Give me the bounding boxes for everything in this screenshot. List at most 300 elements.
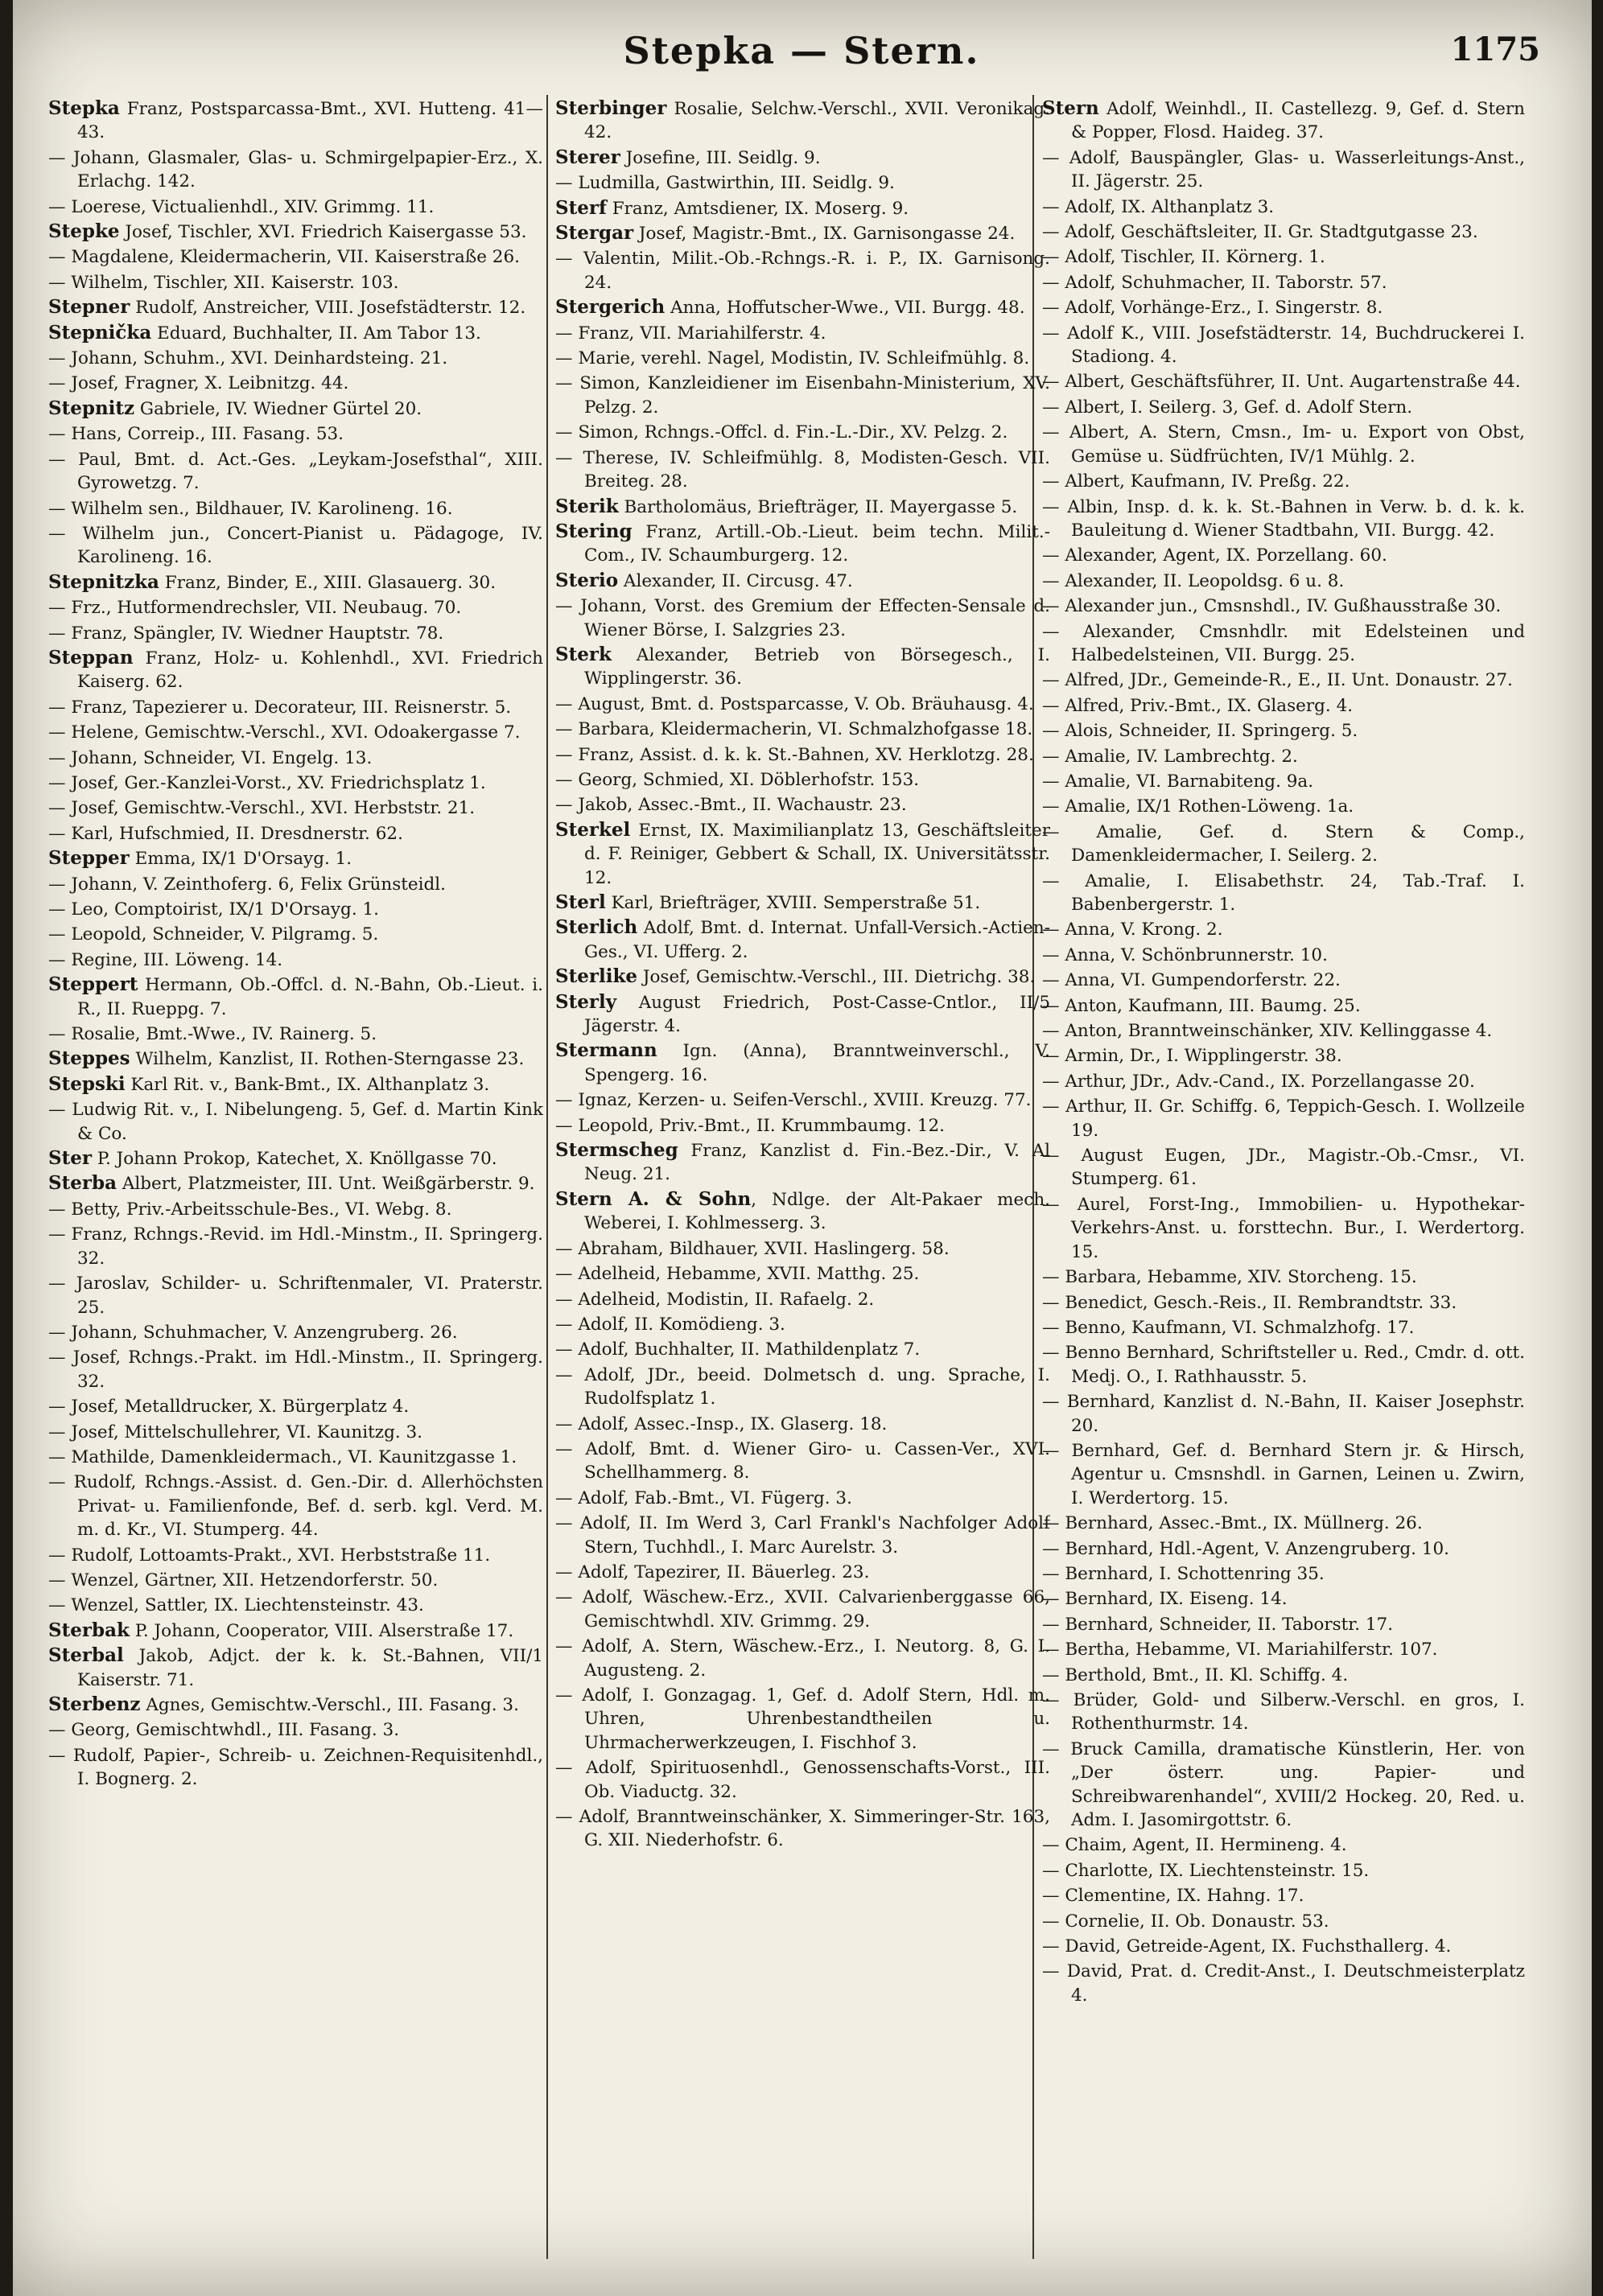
entry-text: — Cornelie, II. Ob. Donaustr. 53. [1042, 1911, 1329, 1932]
directory-entry [1042, 1663, 1525, 1687]
entry-text: Hermann, Ob.-Offcl. d. N.-Bahn, Ob.-Lieut. i. R., II. Rueppg. 7. [77, 975, 543, 1019]
entry-text: — Bruck Camilla, dramatische Künstlerin, Her. von „Der österr. ung. Papier- und Schreibwarenhandel“, XVIII/2 Hockeg. 20, Red. u. Adm. I. Jasomirgottstr. 6. [1042, 1738, 1525, 1831]
entry-text: — Franz, Spängler, IV. Wiedner Hauptstr. 78. [48, 623, 444, 644]
directory-entry [48, 1320, 543, 1344]
entry-surname: Stepka [48, 97, 120, 119]
entry-text: — Rudolf, Rchngs.-Assist. d. Gen.-Dir. d. Allerhöchsten Privat- u. Familienfonde, Bef. d. serb. kgl. Verd. M. m. d. Kr., VI. Stumperg. 44. [48, 1472, 543, 1541]
entry-text: — Leopold, Priv.-Bmt., II. Krummbaumg. 12. [555, 1115, 945, 1136]
directory-entry [48, 595, 543, 619]
directory-entry [555, 818, 1050, 890]
directory-entry [1042, 794, 1525, 818]
directory-entry [48, 1543, 543, 1567]
entry-text: Franz, Kanzlist d. Fin.-Bez.-Dir., V. Al Neug. 21. [584, 1141, 1050, 1185]
directory-entry [1042, 1637, 1525, 1661]
directory-entry [555, 446, 1050, 494]
directory-entry [48, 97, 543, 145]
entry-text: — Jakob, Assec.-Bmt., II. Wachaustr. 23. [555, 795, 907, 816]
entry-text: — Adolf, Geschäftsleiter, II. Gr. Stadtgutgasse 23. [1042, 222, 1478, 243]
directory-entry [48, 720, 543, 744]
directory-entry [555, 371, 1050, 419]
entry-text: — Arthur, JDr., Adv.-Cand., IX. Porzellangasse 20. [1042, 1071, 1475, 1092]
entry-text: — Anton, Branntweinschänker, XIV. Kellinggasse 4. [1042, 1021, 1493, 1042]
page-edge-left [0, 0, 13, 2296]
entry-text: — Adolf, Wäschew.-Erz., XVII. Calvarienberggasse 66, Gemischtwhdl. XIV. Grimmg. 29. [555, 1587, 1050, 1631]
directory-entry [48, 1644, 543, 1692]
entry-text: — Alexander, II. Leopoldsg. 6 u. 8. [1042, 570, 1345, 591]
entry-text: — Alfred, JDr., Gemeinde-R., E., II. Unt. Donaustr. 27. [1042, 670, 1513, 691]
entry-text: — August, Bmt. d. Postsparcasse, V. Ob. Bräuhausg. 4. [555, 693, 1034, 714]
directory-entry [48, 796, 543, 820]
directory-entry [1042, 1315, 1525, 1339]
entry-surname: Stergar [555, 222, 634, 245]
directory-entry [555, 246, 1050, 294]
entry-surname: Ster [48, 1147, 92, 1170]
directory-entry [48, 897, 543, 921]
entry-text: — Ignaz, Kerzen- u. Seifen-Verschl., XVIII. Kreuzg. 77. [555, 1090, 1032, 1111]
directory-entry [555, 692, 1050, 716]
entry-text: — Anton, Kaufmann, III. Baumg. 25. [1042, 995, 1361, 1016]
directory-entry [48, 220, 543, 244]
directory-entry [48, 973, 543, 1021]
directory-entry [48, 321, 543, 345]
entry-text: — Adelheid, Modistin, II. Rafaelg. 2. [555, 1289, 875, 1310]
entry-text: Franz, Holz- u. Kohlenhdl., XVI. Friedrich Kaiserg. 62. [77, 648, 543, 693]
entry-text: Josefine, III. Seidlg. 9. [620, 147, 821, 168]
entry-text: — Simon, Kanzleidiener im Eisenbahn-Ministerium, XV. Pelzg. 2. [555, 373, 1050, 418]
entry-text: — Charlotte, IX. Liechtensteinstr. 15. [1042, 1860, 1370, 1881]
entry-text: — Chaim, Agent, II. Hermineng. 4. [1042, 1835, 1347, 1856]
directory-entry [1042, 917, 1525, 941]
entry-text: Emma, IX/1 D'Orsayg. 1. [129, 849, 352, 870]
entry-text: Adolf, Weinhdl., II. Castellezg. 9, Gef. d. Stern & Popper, Flosd. Haideg. 37. [1071, 99, 1525, 143]
directory-entry [555, 1138, 1050, 1187]
entry-text: — Helene, Gemischtw.-Verschl., XVI. Odoakergasse 7. [48, 722, 521, 743]
directory-entry [48, 270, 543, 294]
entry-text: Ernst, IX. Maximilianplatz 13, Geschäftsleiter d. F. Reiniger, Gebbert & Schall, IX. Universitätsstr. 12. [584, 820, 1050, 888]
entry-text: — Alois, Schneider, II. Springerg. 5. [1042, 721, 1358, 742]
directory-entry [48, 1445, 543, 1469]
directory-entry [555, 1412, 1050, 1436]
directory-entry [1042, 619, 1525, 668]
entry-text: — Amalie, Gef. d. Stern & Comp., Damenkleidermacher, I. Seilerg. 2. [1042, 821, 1525, 866]
directory-entry [555, 321, 1050, 345]
entry-text: — Karl, Hufschmied, II. Dresdnerstr. 62. [48, 823, 403, 844]
directory-entry [555, 717, 1050, 741]
entry-text: — Josef, Ger.-Kanzlei-Vorst., XV. Friedrichsplatz 1. [48, 772, 486, 793]
entry-text: Karl, Briefträger, XVIII. Semperstraße 51. [605, 893, 981, 913]
directory-entry [48, 1171, 543, 1195]
entry-text: — Adolf, JDr., beeid. Dolmetsch d. ung. Sprache, I. Rudolfsplatz 1. [555, 1364, 1050, 1409]
entry-text: Wilhelm, Kanzlist, II. Rothen-Sterngasse 23. [130, 1049, 525, 1070]
directory-entry [1042, 1909, 1525, 1933]
entry-text: Franz, Amtsdiener, IX. Moserg. 9. [606, 198, 909, 219]
entry-surname: Sterlich [555, 916, 638, 939]
directory-entry [1042, 994, 1525, 1018]
entry-surname: Stepski [48, 1072, 126, 1095]
entry-text: — Barbara, Kleidermacherin, VI. Schmalzhofgasse 18. [555, 719, 1033, 740]
directory-entry [1042, 295, 1525, 319]
directory-entry [48, 422, 543, 446]
directory-column-3 [1042, 97, 1525, 2261]
entry-surname: Stergerich [555, 296, 666, 319]
entry-text: — Jaroslav, Schilder- u. Schriftenmaler, VI. Praterstr. 25. [48, 1273, 543, 1318]
entry-text: — Ludwig Rit. v., I. Nibelungeng. 5, Gef. d. Martin Kink & Co. [48, 1100, 543, 1144]
directory-entry [1042, 1069, 1525, 1093]
entry-surname: Stepke [48, 220, 120, 243]
entry-text: — Marie, verehl. Nagel, Modistin, IV. Schleifmühlg. 8. [555, 348, 1030, 369]
entry-surname: Sterf [555, 196, 607, 219]
directory-entry [555, 520, 1050, 568]
directory-entry [555, 1187, 1050, 1236]
directory-entry [48, 521, 543, 570]
entry-text: Adolf, Bmt. d. Internat. Unfall-Versich.-Actien-Ges., VI. Ufferg. 2. [584, 918, 1050, 962]
entry-surname: Sterkel [555, 818, 631, 841]
entry-text: Franz, Binder, E., XIII. Glasauerg. 30. [159, 572, 497, 593]
entry-text: — Wilhelm, Tischler, XII. Kaiserstr. 103. [48, 272, 399, 293]
directory-entry [555, 1486, 1050, 1510]
entry-text: — Bernhard, I. Schottenring 35. [1042, 1563, 1325, 1584]
directory-entry [48, 1693, 543, 1717]
entry-text: — Alexander jun., Cmsnshdl., IV. Gußhausstraße 30. [1042, 596, 1502, 617]
entry-text: — Franz, Rchngs.-Revid. im Hdl.-Minstm., II. Springerg. 32. [48, 1224, 543, 1269]
entry-text: Josef, Gemischtw.-Verschl., III. Dietrichg. 38. [637, 967, 1036, 988]
directory-entry [48, 846, 543, 870]
directory-entry [555, 1585, 1050, 1633]
entry-text: — Clementine, IX. Hahng. 17. [1042, 1886, 1304, 1907]
directory-entry [48, 447, 543, 496]
entry-text: — David, Getreide-Agent, IX. Fuchsthallerg. 4. [1042, 1936, 1452, 1957]
entry-text: — Armin, Dr., I. Wipplingerstr. 38. [1042, 1046, 1342, 1067]
entry-text: Agnes, Gemischtw.-Verschl., III. Fasang. 3. [140, 1695, 519, 1715]
directory-entry [555, 1755, 1050, 1804]
entry-text: — Leo, Comptoirist, IX/1 D'Orsayg. 1. [48, 899, 379, 920]
directory-entry [555, 295, 1050, 319]
entry-text: P. Johann, Cooperator, VIII. Alserstraße 17. [129, 1620, 514, 1641]
directory-entry [1042, 369, 1525, 393]
directory-entry [48, 1619, 543, 1643]
directory-entry [555, 1039, 1050, 1087]
directory-entry [48, 1420, 543, 1444]
entry-text: — Josef, Fragner, X. Leibnitzg. 44. [48, 373, 349, 394]
entry-text: — Johann, Vorst. des Gremium der Effecten-Sensale d. Wiener Börse, I. Salzgries 23. [555, 596, 1050, 640]
entry-surname: Stern A. & Sohn [555, 1187, 752, 1210]
directory-entry [1042, 968, 1525, 992]
entry-surname: Sterer [555, 146, 620, 168]
entry-text: Bartholomäus, Briefträger, II. Mayergasse 5. [618, 496, 1018, 517]
entry-text: — Abraham, Bildhauer, XVII. Haslingerg. 58. [555, 1238, 950, 1259]
entry-surname: Sterk [555, 643, 612, 665]
directory-entry [1042, 1043, 1525, 1068]
entry-text: Alexander, Betrieb von Börsegesch., I. Wipplingerstr. 36. [584, 644, 1050, 689]
entry-text: — Hans, Correip., III. Fasang. 53. [48, 424, 344, 445]
entry-text: Rosalie, Selchw.-Verschl., XVII. Veronikag. 42. [584, 99, 1050, 143]
directory-entry [1042, 195, 1525, 219]
entry-text: — Rudolf, Papier-, Schreib- u. Zeichnen-Requisitenhdl., I. Bognerg. 2. [48, 1745, 543, 1790]
directory-entry [1042, 820, 1525, 868]
entry-text: — Josef, Rchngs.-Prakt. im Hdl.-Minstm., II. Springerg. 32. [48, 1348, 543, 1392]
entry-text: — Adolf, Branntweinschänker, X. Simmeringer-Str. 163, G. XII. Niederhofstr. 6. [555, 1807, 1050, 1851]
entry-text: — Wilhelm jun., Concert-Pianist u. Pädagoge, IV. Karolineng. 16. [48, 523, 543, 568]
entry-text: — Benno, Kaufmann, VI. Schmalzhofg. 17. [1042, 1317, 1415, 1338]
entry-text: — Brüder, Gold- und Silberw.-Verschl. en gros, I. Rothenthurmstr. 14. [1042, 1690, 1525, 1734]
entry-text: — Josef, Mittelschullehrer, VI. Kaunitzg. 3. [48, 1422, 423, 1442]
entry-text: — Bernhard, Schneider, II. Taborstr. 17. [1042, 1614, 1394, 1635]
entry-text: — Rosalie, Bmt.-Wwe., IV. Rainerg. 5. [48, 1024, 377, 1045]
entry-text: Josef, Tischler, XVI. Friedrich Kaisergasse 53. [119, 222, 527, 243]
directory-entry [555, 965, 1050, 989]
directory-entry [1042, 321, 1525, 369]
directory-entry [48, 1271, 543, 1319]
directory-entry [1042, 744, 1525, 768]
entry-text: Karl Rit. v., Bank-Bmt., IX. Althanplatz 3. [125, 1074, 490, 1095]
directory-entry [1042, 1192, 1525, 1264]
directory-entry [1042, 1737, 1525, 1833]
entry-surname: Sterbenz [48, 1693, 141, 1715]
entry-text: — Mathilde, Damenkleidermach., VI. Kaunitzgasse 1. [48, 1446, 517, 1467]
entry-text: — Bernhard, Gef. d. Bernhard Stern jr. & Hirsch, Agentur u. Cmsnshdl. in Garnen, Leinen u. Zwirn, I. Werdertorg. 15. [1042, 1440, 1525, 1508]
entry-text: — Adolf, I. Gonzagag. 1, Gef. d. Adolf Stern, Hdl. m. Uhren, Uhrenbestandtheilen u. Uhrmacherwerkzeugen, I. Fischhof 3. [555, 1685, 1050, 1753]
directory-entry [1042, 395, 1525, 419]
entry-text: — Adolf, Schuhmacher, II. Taborstr. 57. [1042, 272, 1387, 293]
entry-surname: Sterio [555, 569, 619, 591]
directory-entry [1042, 1562, 1525, 1586]
directory-entry [1042, 495, 1525, 543]
entry-text: — Leopold, Schneider, V. Pilgramg. 5. [48, 924, 379, 945]
entry-text: — Johann, Schneider, VI. Engelg. 13. [48, 747, 373, 768]
entry-text: — Johann, V. Zeinthoferg. 6, Felix Grünsteidl. [48, 874, 446, 895]
entry-text: — Johann, Schuhmacher, V. Anzengruberg. 26. [48, 1322, 458, 1343]
entry-surname: Stepnitzka [48, 570, 159, 593]
directory-entry [1042, 769, 1525, 793]
directory-entry [1042, 1094, 1525, 1142]
directory-entry [1042, 245, 1525, 269]
directory-entry [1042, 146, 1525, 194]
entry-surname: Stermann [555, 1039, 657, 1062]
directory-entry [48, 195, 543, 219]
directory-entry [48, 922, 543, 946]
directory-entry [555, 743, 1050, 767]
directory-entry [555, 1437, 1050, 1485]
entry-text: — Aurel, Forst-Ing., Immobilien- u. Hypothekar-Verkehrs-Anst. u. forsttechn. Bur., I. Werdertorg. 15. [1042, 1194, 1525, 1262]
entry-text: Franz, Artill.-Ob.-Lieut. beim techn. Milit.-Com., IV. Schaumburgerg. 12. [584, 521, 1050, 566]
directory-entry [48, 146, 543, 194]
entry-text: — Adolf, A. Stern, Wäschew.-Erz., I. Neutorg. 8, G. I. Augusteng. 2. [555, 1636, 1050, 1681]
page-edge-right [1592, 0, 1603, 2296]
entry-text: — Paul, Bmt. d. Act.-Ges. „Leykam-Josefsthal“, XIII. Gyrowetzg. 7. [48, 449, 543, 494]
directory-entry [1042, 569, 1525, 593]
entry-text: — Albert, Kaufmann, IV. Preßg. 22. [1042, 471, 1350, 492]
entry-text: — Franz, Assist. d. k. k. St.-Bahnen, XV. Herklotzg. 28. [555, 744, 1034, 765]
directory-entry [555, 346, 1050, 370]
entry-text: — Rudolf, Lottoamts-Prakt., XVI. Herbststraße 11. [48, 1545, 491, 1566]
entry-surname: Sterbal [48, 1644, 124, 1667]
entry-text: — Regine, III. Löweng. 14. [48, 949, 283, 970]
entry-surname: Sterba [48, 1172, 117, 1195]
entry-text: — Adolf, Buchhalter, II. Mathildenplatz 7. [555, 1339, 921, 1360]
entry-text: — Georg, Schmied, XI. Döblerhofstr. 153. [555, 769, 920, 790]
entry-text: — Bertha, Hebamme, VI. Mariahilferstr. 107. [1042, 1640, 1438, 1660]
entry-surname: Stering [555, 520, 633, 542]
entry-text: — August Eugen, JDr., Magistr.-Ob.-Cmsr., VI. Stumperg. 61. [1042, 1146, 1525, 1190]
entry-text: — Wilhelm sen., Bildhauer, IV. Karolineng. 16. [48, 498, 453, 519]
entry-text: — Bernhard, Assec.-Bmt., IX. Müllnerg. 26. [1042, 1513, 1423, 1534]
directory-entry [555, 221, 1050, 245]
entry-surname: Sterlike [555, 965, 638, 988]
entry-text: — Wenzel, Sattler, IX. Liechtensteinstr. 43. [48, 1595, 424, 1616]
directory-entry [48, 1394, 543, 1418]
entry-text: — Wenzel, Gärtner, XII. Hetzendorferstr. 50. [48, 1570, 439, 1590]
page-header [0, 29, 1603, 85]
directory-entry [555, 891, 1050, 915]
entry-text: — Barbara, Hebamme, XIV. Storcheng. 15. [1042, 1267, 1417, 1288]
directory-entry [48, 1743, 543, 1792]
directory-entry [48, 1568, 543, 1592]
entry-surname: Stermscheg [555, 1139, 678, 1162]
directory-entry [555, 1312, 1050, 1336]
entry-text: Gabriele, IV. Wiedner Gürtel 20. [134, 398, 422, 419]
entry-text: — Alexander, Agent, IX. Porzellang. 60. [1042, 545, 1387, 566]
entry-text: Josef, Magistr.-Bmt., IX. Garnisongasse 24. [633, 224, 1016, 245]
directory-entry [1042, 1143, 1525, 1191]
directory-entry [555, 196, 1050, 220]
directory-column-1 [48, 97, 543, 2261]
entry-surname: Sterbak [48, 1619, 130, 1641]
directory-entry [1042, 220, 1525, 244]
directory-entry [1042, 943, 1525, 967]
directory-entry [48, 245, 543, 269]
directory-entry [1042, 97, 1525, 145]
entry-text: — Josef, Gemischtw.-Verschl., XVI. Herbststr. 21. [48, 798, 476, 819]
entry-text: — Johann, Schuhm., XVI. Deinhardsteing. 21. [48, 348, 448, 369]
directory-entry [555, 171, 1050, 195]
directory-entry [48, 771, 543, 795]
directory-entry [1042, 1018, 1525, 1043]
column-divider [546, 95, 548, 2259]
directory-entry [1042, 543, 1525, 567]
entry-surname: Steppert [48, 973, 138, 996]
directory-entry [48, 621, 543, 645]
directory-entry [1042, 1858, 1525, 1882]
entry-text: — Amalie, IX/1 Rothen-Löweng. 1a. [1042, 796, 1354, 817]
directory-entry [1042, 1511, 1525, 1535]
entry-text: — Simon, Rchngs.-Offcl. d. Fin.-L.-Dir., XV. Pelzg. 2. [555, 422, 1008, 443]
directory-entry [1042, 1438, 1525, 1510]
entry-surname: Sterik [555, 495, 619, 517]
directory-entry [1042, 1389, 1525, 1438]
directory-entry [1042, 1340, 1525, 1389]
directory-entry [48, 1197, 543, 1221]
entry-text: Franz, Postsparcassa-Bmt., XVI. Hutteng. 41—43. [77, 99, 543, 143]
entry-text: — Bernhard, Kanzlist d. N.-Bahn, II. Kaiser Josephstr. 20. [1042, 1392, 1525, 1436]
directory-entry [1042, 693, 1525, 718]
directory-entry [48, 1718, 543, 1742]
directory-entry [48, 1097, 543, 1146]
directory-entry [1042, 1612, 1525, 1636]
entry-text: — Anna, V. Schönbrunnerstr. 10. [1042, 944, 1328, 965]
entry-text: — Amalie, IV. Lambrechtg. 2. [1042, 746, 1298, 767]
directory-entry [555, 1634, 1050, 1682]
directory-entry [48, 1222, 543, 1270]
directory-entry [1042, 1537, 1525, 1561]
entry-surname: Stepner [48, 296, 130, 319]
entry-text: — Anna, VI. Gumpendorferstr. 22. [1042, 970, 1341, 991]
directory-entry [48, 646, 543, 694]
entry-text: — Adolf, Spirituosenhdl., Genossenschafts-Vorst., III. Ob. Viaductg. 32. [555, 1758, 1050, 1802]
entry-text: — Therese, IV. Schleifmühlg. 8, Modisten-Gesch. VII. Breiteg. 28. [555, 447, 1050, 492]
entry-text: — Albert, Geschäftsführer, II. Unt. Augartenstraße 44. [1042, 372, 1521, 393]
page-number: 1175 [1450, 31, 1540, 68]
entry-text: — Adolf, Tapezirer, II. Bäuerleg. 23. [555, 1562, 870, 1582]
entry-text: — Bernhard, IX. Eiseng. 14. [1042, 1589, 1288, 1610]
entry-text: — Georg, Gemischtwhdl., III. Fasang. 3. [48, 1720, 400, 1741]
entry-text: — Benno Bernhard, Schriftsteller u. Red., Cmdr. d. ott. Medj. O., I. Rathhausstr. 5. [1042, 1343, 1525, 1387]
entry-text: Anna, Hoffutscher-Wwe., VII. Burgg. 48. [665, 298, 1025, 319]
directory-entry [48, 948, 543, 972]
entry-surname: Sterl [555, 891, 606, 913]
entry-surname: Steppan [48, 646, 134, 669]
directory-entry [48, 746, 543, 770]
entry-text: , Ndlge. der Alt-Pakaer mech. Weberei, I. Kohlmesserg. 3. [584, 1189, 1050, 1234]
entry-text: Eduard, Buchhalter, II. Am Tabor 13. [151, 323, 481, 344]
directory-entry [1042, 1833, 1525, 1857]
entry-surname: Stern [1042, 97, 1099, 119]
directory-entry [48, 872, 543, 896]
entry-text: Rudolf, Anstreicher, VIII. Josefstädterstr. 12. [130, 298, 526, 319]
directory-entry [48, 1593, 543, 1617]
directory-entry [555, 1804, 1050, 1853]
directory-entry [555, 1261, 1050, 1286]
entry-text: — Valentin, Milit.-Ob.-Rchngs.-R. i. P., IX. Garnisong. 24. [555, 249, 1050, 293]
entry-text: Ign. (Anna), Branntweinverschl., V. Spengerg. 16. [584, 1041, 1050, 1085]
directory-entry [48, 1072, 543, 1097]
directory-entry [555, 1287, 1050, 1311]
entry-text: — Benedict, Gesch.-Reis., II. Rembrandtstr. 33. [1042, 1292, 1457, 1313]
entry-text: — Adolf, Assec.-Insp., IX. Glaserg. 18. [555, 1413, 888, 1434]
directory-entry [555, 97, 1050, 145]
directory-entry [555, 916, 1050, 964]
entry-text: — Adolf, Vorhänge-Erz., I. Singerstr. 8. [1042, 298, 1383, 319]
directory-entry [555, 990, 1050, 1039]
directory-entry [48, 695, 543, 719]
entry-surname: Stepnitz [48, 397, 135, 419]
directory-entry [1042, 469, 1525, 493]
directory-entry [48, 295, 543, 319]
directory-column-2 [555, 97, 1050, 2261]
entry-text: Jakob, Adjct. der k. k. St.-Bahnen, VII/1 Kaiserstr. 71. [77, 1646, 543, 1690]
entry-text: — Alexander, Cmsnhdlr. mit Edelsteinen und Halbedelsteinen, VII. Burgg. 25. [1042, 621, 1525, 665]
directory-entry [48, 570, 543, 595]
entry-text: — Josef, Metalldrucker, X. Bürgerplatz 4. [48, 1397, 410, 1418]
directory-entry [1042, 1688, 1525, 1736]
entry-text: — Franz, Tapezierer u. Decorateur, III. Reisnerstr. 5. [48, 697, 512, 718]
directory-entry [48, 371, 543, 395]
directory-entry [48, 1022, 543, 1046]
entry-surname: Steppes [48, 1047, 130, 1070]
entry-text: — Magdalene, Kleidermacherin, VII. Kaiserstraße 26. [48, 247, 520, 268]
directory-entry [1042, 420, 1525, 468]
directory-entry [555, 1683, 1050, 1755]
directory-entry [555, 767, 1050, 792]
directory-entry [48, 346, 543, 370]
entry-surname: Stepper [48, 847, 130, 870]
page-title: Stepka — Stern. [623, 29, 980, 72]
directory-entry [555, 1560, 1050, 1584]
entry-text: — Albin, Insp. d. k. k. St.-Bahnen in Verw. b. d. k. k. Bauleitung d. Wiener Stadtbahn, VII. Burgg. 42. [1042, 496, 1525, 541]
directory-entry [555, 1363, 1050, 1411]
directory-entry [48, 1047, 543, 1071]
directory-entry [48, 1470, 543, 1541]
entry-surname: Sterbinger [555, 97, 667, 119]
